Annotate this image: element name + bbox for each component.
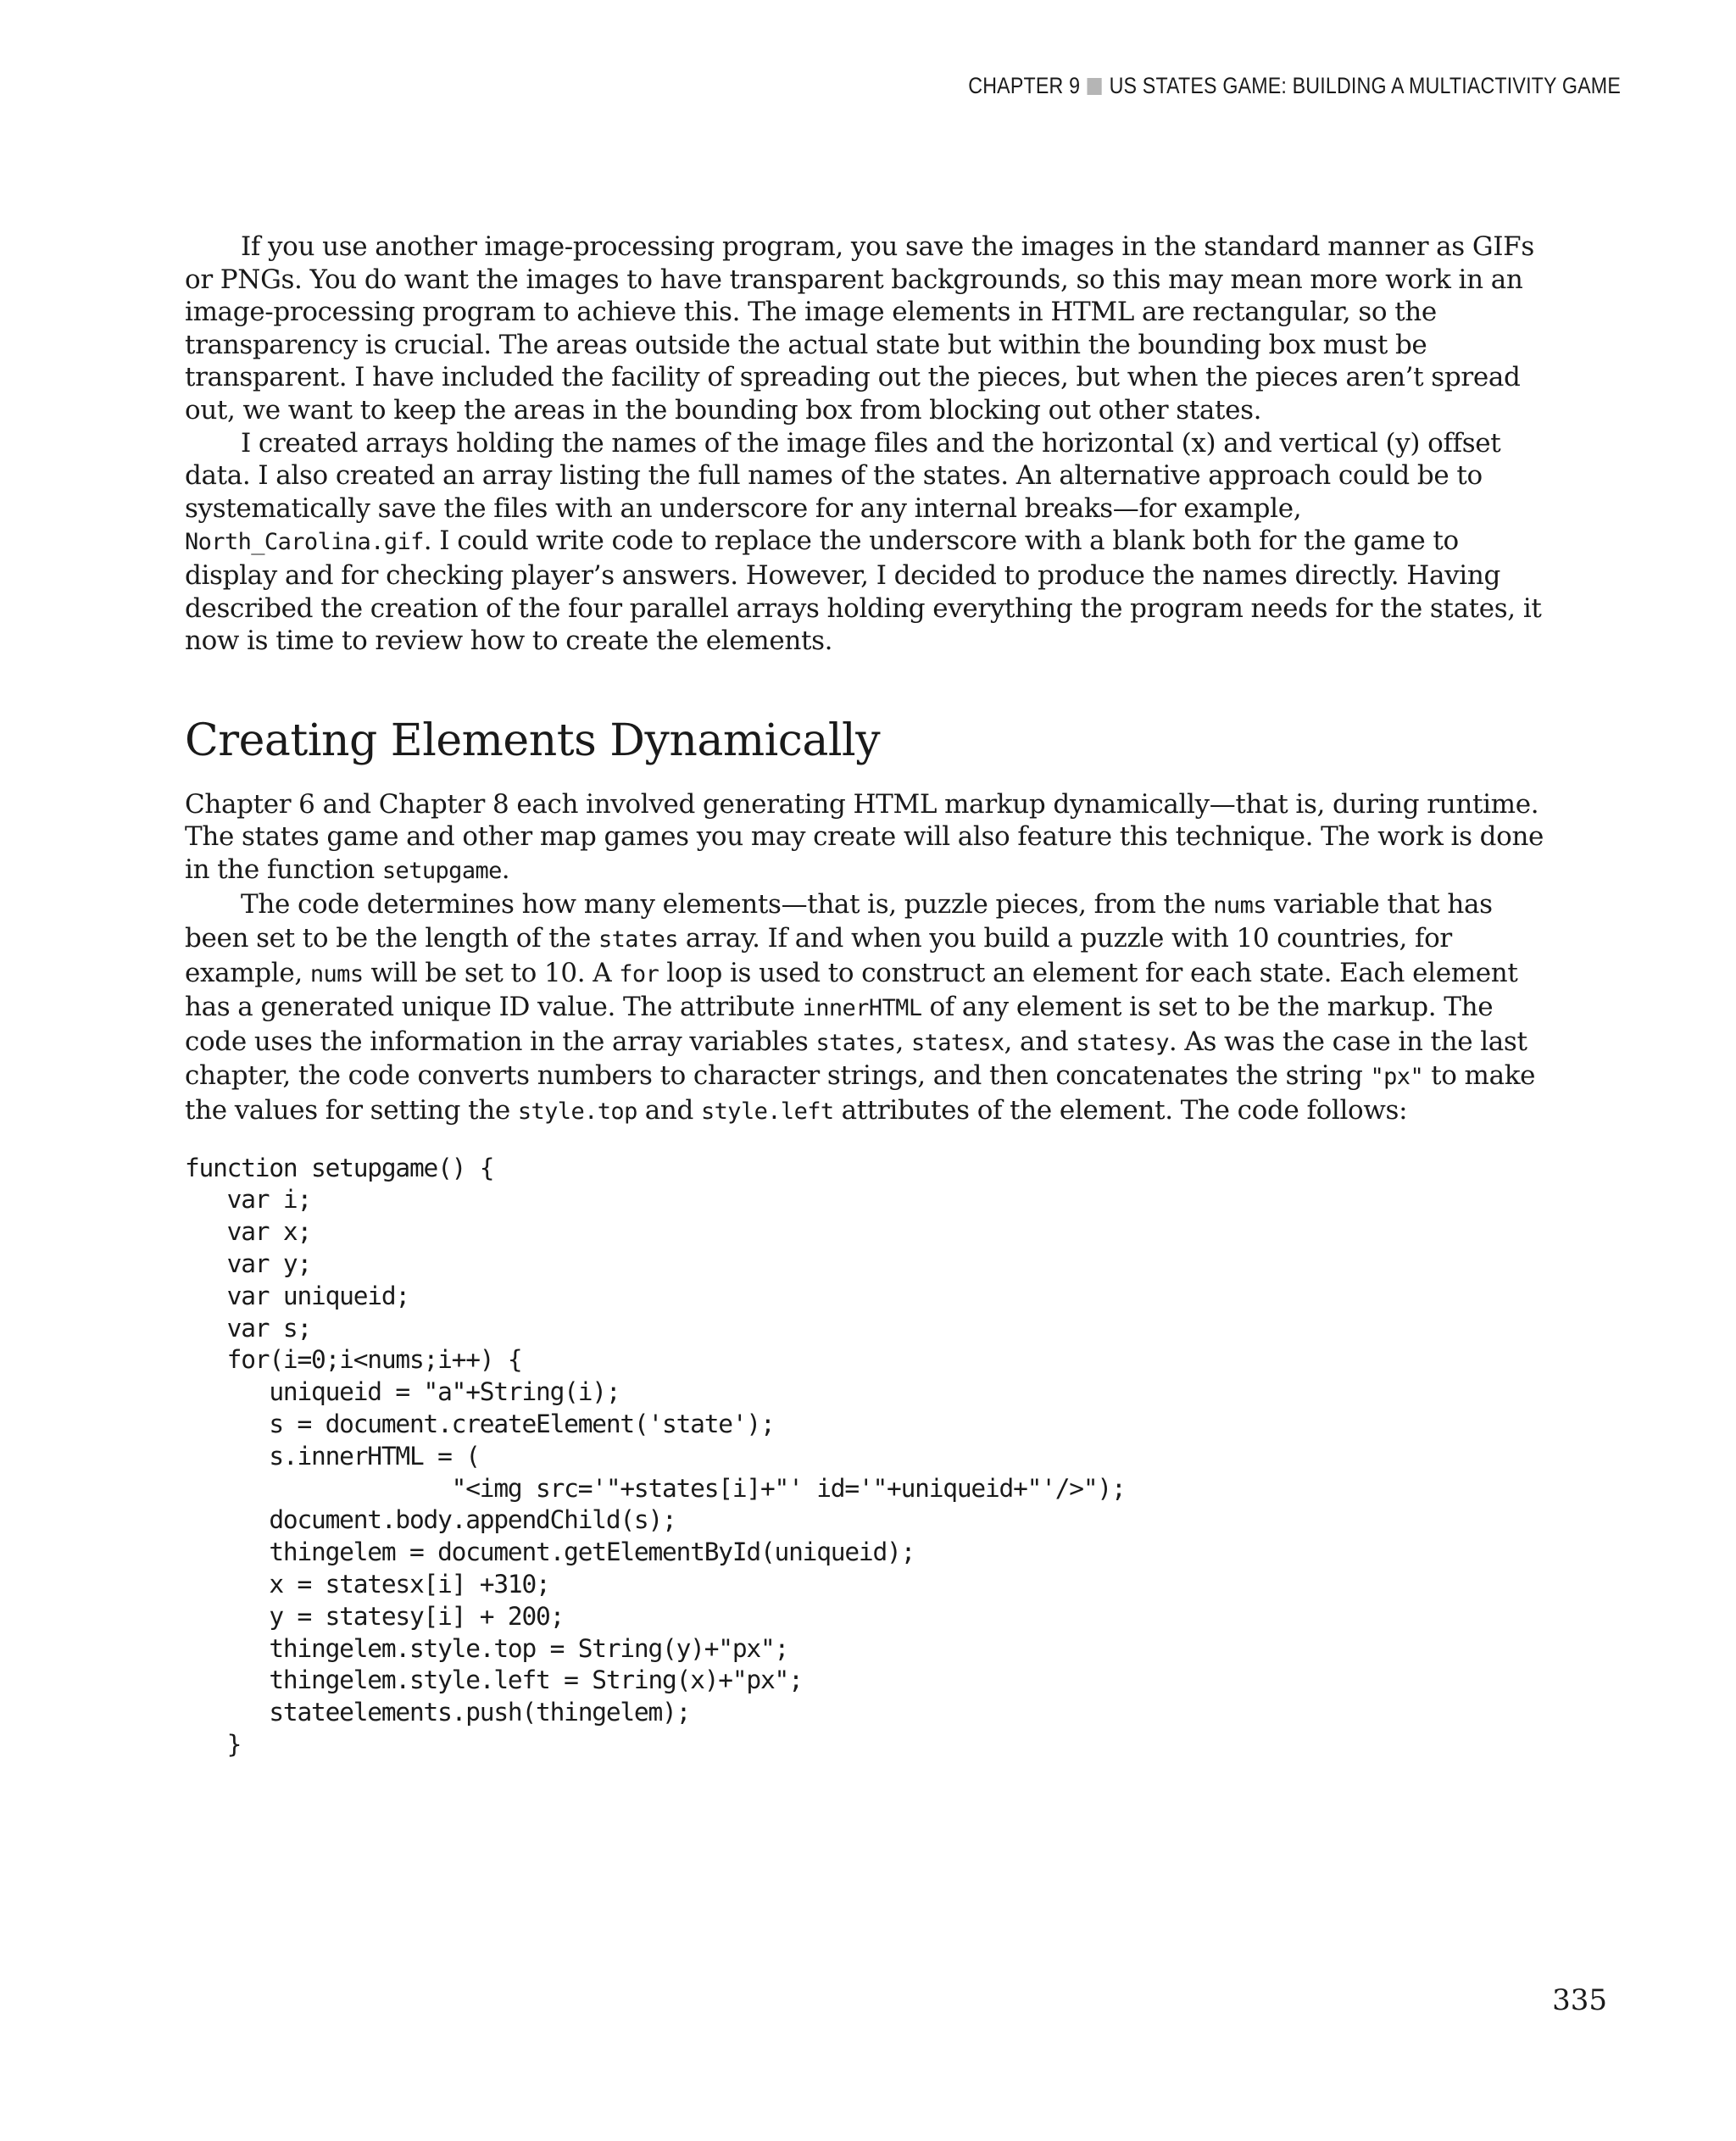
- inline-code: states: [598, 926, 678, 954]
- inline-code: "px": [1370, 1064, 1424, 1091]
- paragraph-code-explanation: [185, 888, 1551, 1129]
- explanation-text: and: [637, 1095, 701, 1126]
- paragraph-dynamic-markup: [185, 788, 1551, 888]
- page-body: [185, 231, 1551, 1761]
- paragraph-dynamic-text-1: Chapter 6 and Chapter 8 each involved generating HTML markup dynamically—that is, during runtime. The states game and other map games you may create will also feature this technique. The work is done in the function: [185, 788, 1544, 885]
- explanation-text: , and: [1004, 1026, 1077, 1057]
- inline-code: nums: [1213, 892, 1266, 919]
- inline-code: innerHTML: [802, 995, 922, 1022]
- inline-code: style.left: [701, 1098, 834, 1126]
- explanation-text: will be set to 10. A: [363, 957, 620, 988]
- inline-code-filename: North_Carolina.gif: [185, 529, 424, 556]
- paragraph-dynamic-text-2: .: [501, 854, 510, 885]
- explanation-text: to make the values for setting the: [185, 1060, 1536, 1126]
- code-listing-setupgame: function setupgame() { var i; var x; var y; var uniqueid; var s; for(i=0;i<nums;i++) { uniqueid = "a"+String(i); s = document.createElement('state'); s.innerHTML = ( "<img src='"+states[i]+"' id='"+uniqueid+"'/>"); document.body.appendChild(s); thingelem = document.getElementById(uniqueid); x = statesx[i] +310; y = statesy[i] + 200; thingelem.style.top = String(y)+"px"; thingelem.style.left = String(x)+"px"; stateelements.push(thingelem); }: [185, 1153, 1126, 1759]
- explanation-text: array. If and when you build a puzzle with 10 countries, for example,: [185, 923, 1452, 988]
- inline-code: for: [619, 960, 659, 987]
- paragraph-arrays-text-2: . I could write code to replace the underscore with a blank both for the game to display and for checking player’s answers. However, I decided to produce the names directly. Having described the creation of the four parallel arrays holding everything the program needs for the states, it now is time to review how to create the elements.: [185, 526, 1542, 657]
- chapter-title: US STATES GAME: BUILDING A MULTIACTIVITY GAME: [1109, 73, 1621, 98]
- inline-code: statesx: [910, 1029, 1004, 1056]
- running-header: [968, 73, 1621, 99]
- explanation-text: of any element is set to be the markup. The code uses the information in the array variables: [185, 992, 1494, 1057]
- paragraph-arrays: [185, 427, 1551, 658]
- inline-code: states: [815, 1029, 896, 1056]
- explanation-text: The code determines how many elements—that is, puzzle pieces, from the: [241, 888, 1214, 920]
- explanation-text: . As was the case in the last chapter, the code converts numbers to character strings, and then concatenates the string: [185, 1026, 1527, 1092]
- section-heading: Creating Elements Dynamically: [185, 715, 881, 766]
- explanation-text: variable that has been set to be the length of the: [185, 888, 1493, 954]
- inline-code: statesy: [1076, 1029, 1169, 1056]
- header-separator-square: [1088, 78, 1102, 95]
- paragraph-arrays-text-1: I created arrays holding the names of the image files and the horizontal (x) and vertical (y) offset data. I also created an array listing the full names of the states. An alternative approach could be to systematically save the files with an underscore for any internal breaks—for example,: [185, 427, 1501, 524]
- explanation-text: attributes of the element. The code follows:: [833, 1095, 1408, 1126]
- explanation-text: ,: [895, 1026, 911, 1057]
- paragraph-transparency: If you use another image-processing program, you save the images in the standard manner as GIFs or PNGs. You do want the images to have transparent backgrounds, so this may mean more work in an image-processing program to achieve this. The image elements in HTML are rectangular, so the transparency is crucial. The areas outside the actual state but within the bounding box must be transparent. I have included the facility of spreading out the pieces, but when the pieces aren’t spread out, we want to keep the areas in the bounding box from blocking out other states.: [185, 231, 1534, 425]
- explanation-text: loop is used to construct an element for each state. Each element has a generated unique ID value. The attribute: [185, 957, 1518, 1023]
- inline-code-setupgame: setupgame: [381, 857, 502, 884]
- page-number: 335: [1552, 1983, 1607, 2017]
- chapter-label: CHAPTER 9: [968, 73, 1081, 98]
- inline-code: nums: [309, 960, 364, 987]
- inline-code: style.top: [517, 1098, 637, 1126]
